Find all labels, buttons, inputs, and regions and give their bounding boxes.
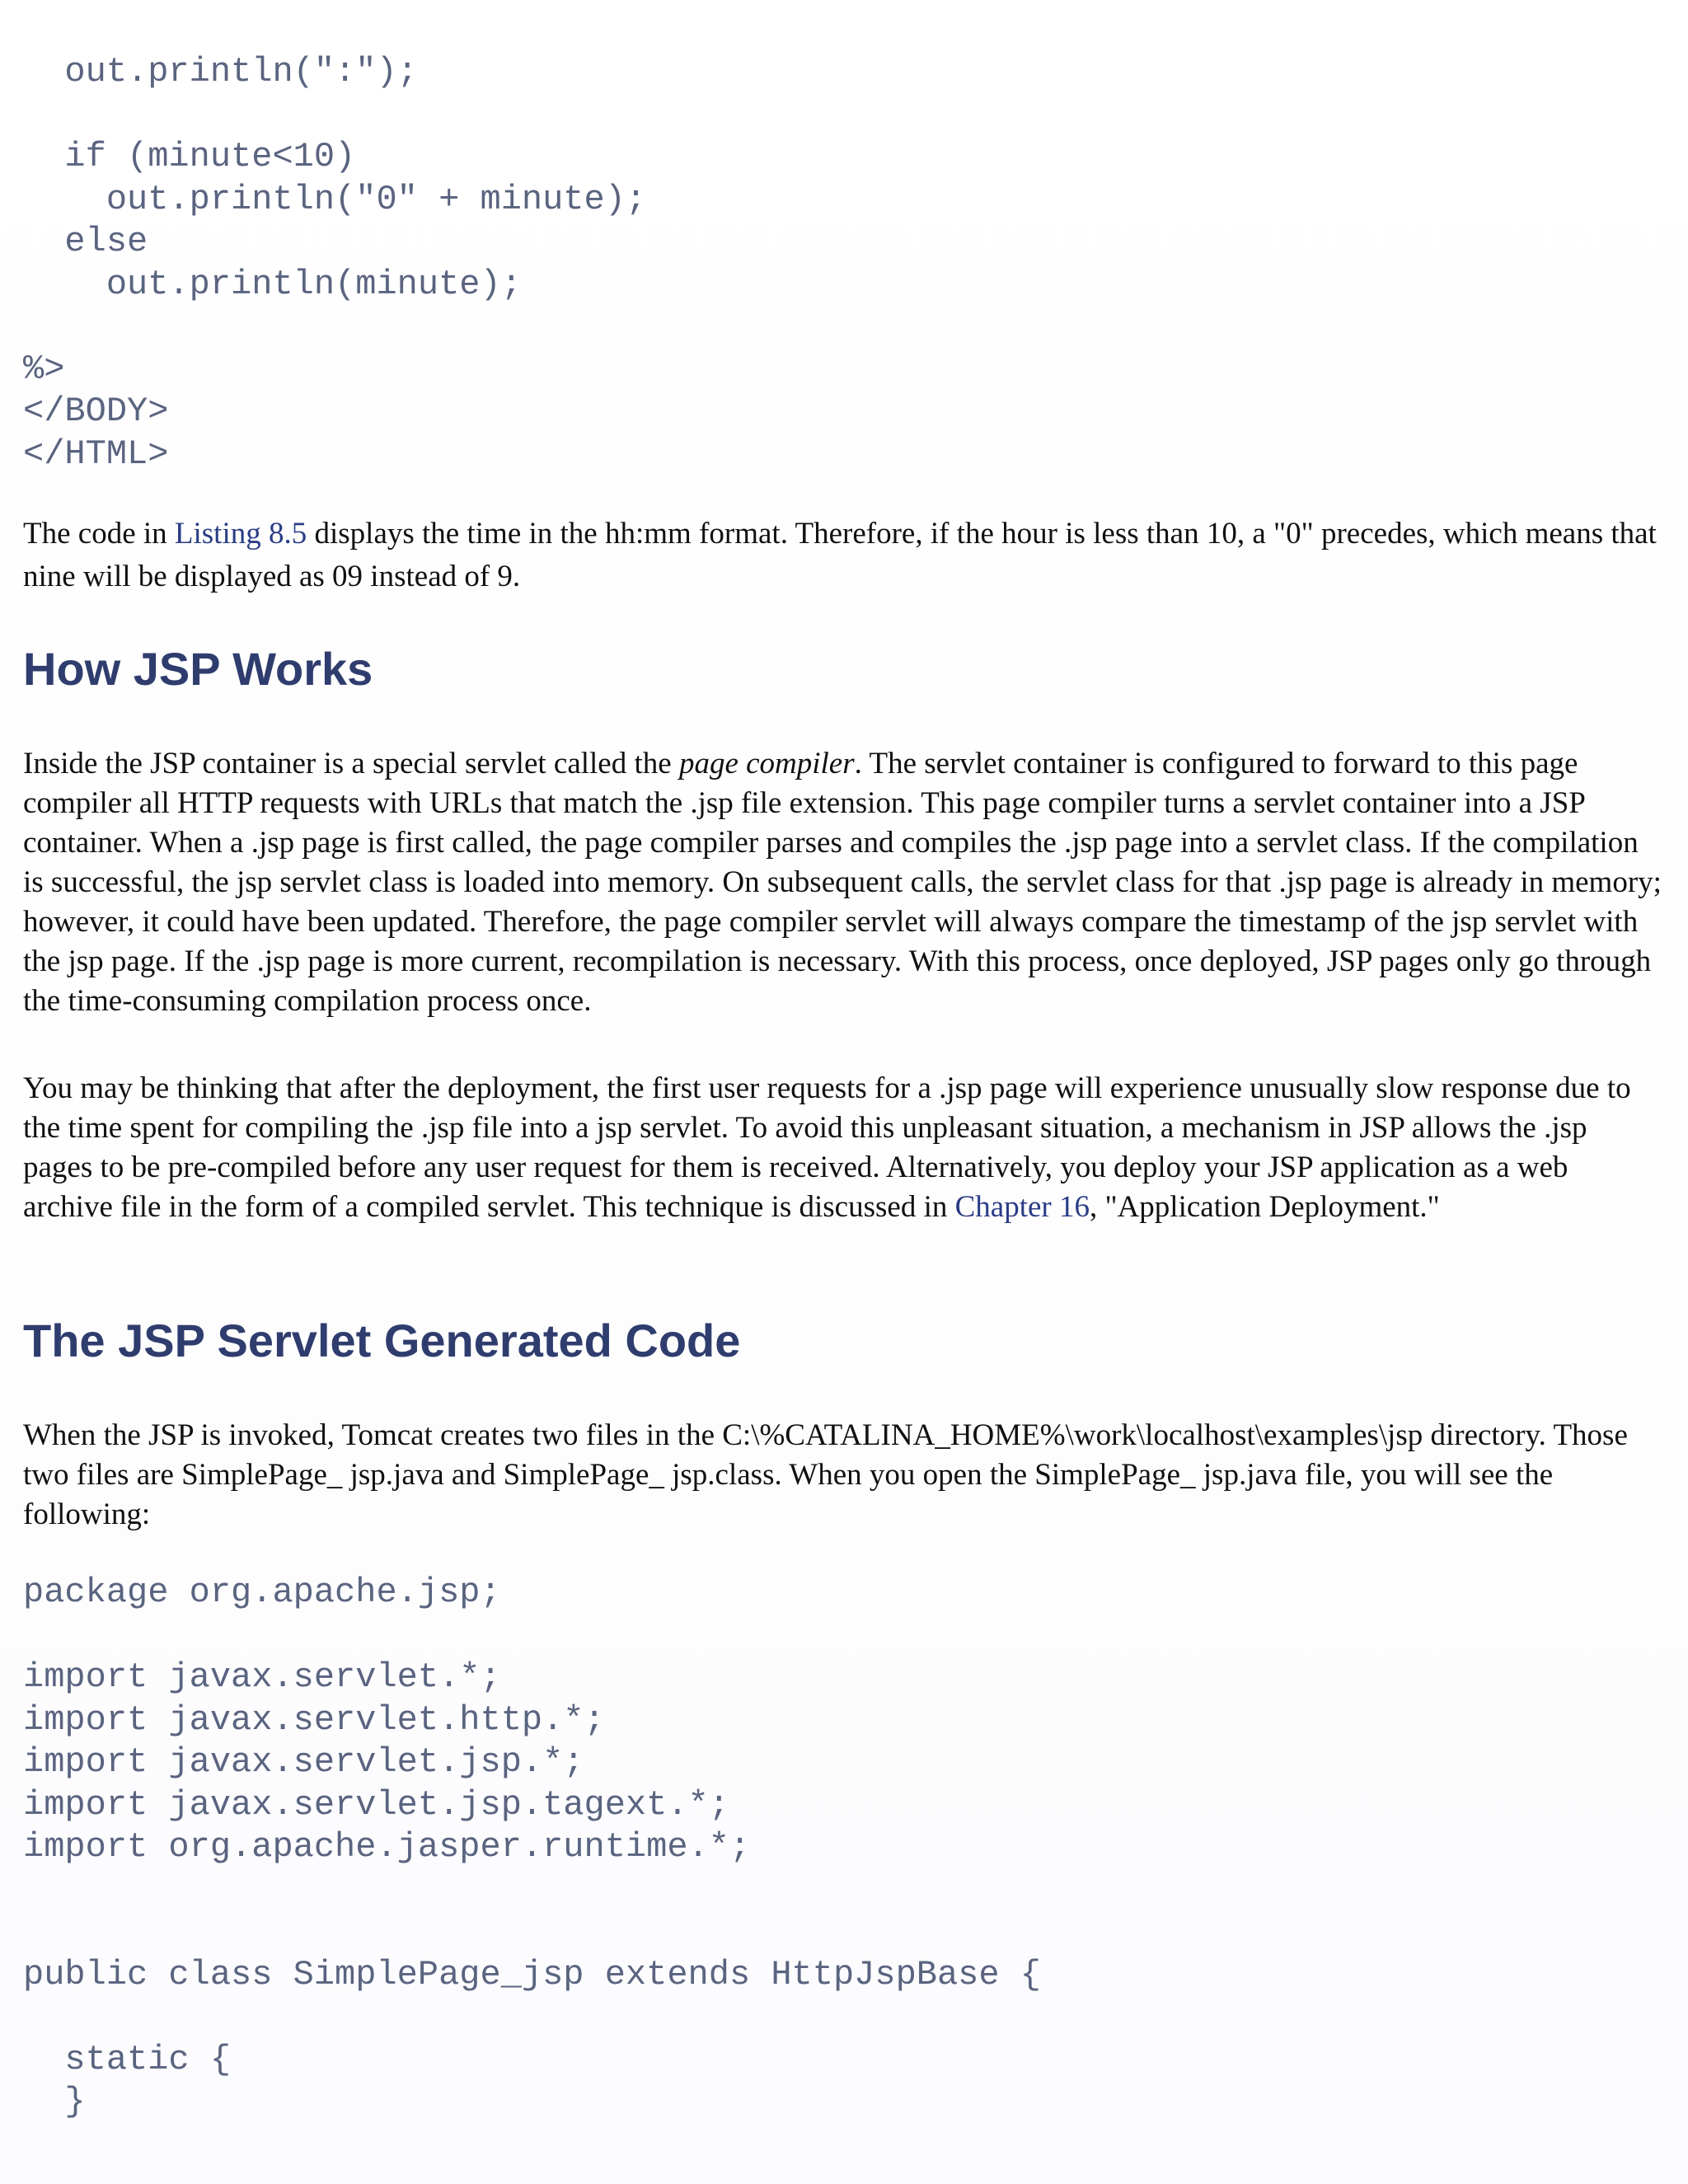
paragraph-deployment bbox=[23, 1069, 1663, 1227]
code-line: import javax.servlet.*; bbox=[23, 1657, 501, 1697]
code-line: else bbox=[23, 222, 148, 261]
code-line: out.println("0" + minute); bbox=[23, 179, 647, 219]
code-line: public class SimplePage_jsp extends HttpJspBase { bbox=[23, 1954, 1042, 1994]
paragraph-tomcat-files: When the JSP is invoked, Tomcat creates two files in the C:\%CATALINA_HOME%\work\localhost\examples\jsp directory. Those two files are SimplePage_ jsp.java and SimplePage_ jsp.class. When you open the SimplePage_ jsp.java file, you will see the following: bbox=[23, 1418, 1628, 1531]
listing-link[interactable]: Listing 8.5 bbox=[174, 517, 307, 551]
code-line: </HTML> bbox=[23, 434, 169, 474]
code-line: </BODY> bbox=[23, 391, 169, 431]
section-heading-how-jsp-works: How JSP Works bbox=[23, 643, 373, 695]
code-line: if (minute<10) bbox=[23, 137, 356, 176]
paragraph-text: You may be thinking that after the deployment, the first user requests for a .jsp page will experience unusually slow response due to the time spent for compiling the .jsp file into a jsp servlet. To avoid this unpleasant situation, a mechanism in JSP allows the .jsp pages to be pre-compiled before any user request for them is received. Alternatively, you deploy your JSP application as a web archive file in the form of a compiled servlet. This technique is discussed in bbox=[23, 1071, 1631, 1224]
emphasis-term: page compiler bbox=[678, 747, 855, 780]
code-line: out.println(minute); bbox=[23, 264, 522, 304]
code-line: out.println(":"); bbox=[23, 52, 418, 91]
code-line: import org.apache.jasper.runtime.*; bbox=[23, 1827, 751, 1867]
code-line: import javax.servlet.jsp.*; bbox=[23, 1742, 584, 1782]
code-line: static { bbox=[23, 2039, 232, 2079]
paragraph-text: displays the time in the hh:mm format. Therefore, if the hour is less than 10, a "0" precedes, which means that nine will be displayed as 09 instead of 9. bbox=[23, 517, 1657, 593]
paragraph-text: The code in bbox=[23, 517, 175, 551]
paragraph-text: , "Application Deployment." bbox=[1089, 1190, 1440, 1224]
paragraph-text: Inside the JSP container is a special servlet called the bbox=[23, 747, 679, 780]
paragraph-listing-description bbox=[23, 513, 1663, 598]
chapter-link[interactable]: Chapter 16 bbox=[954, 1190, 1090, 1224]
section-heading-generated-code: The JSP Servlet Generated Code bbox=[23, 1315, 741, 1366]
code-block-generated-servlet bbox=[23, 1572, 1041, 2124]
code-line: } bbox=[23, 2082, 86, 2121]
paragraph-text: . The servlet container is configured to forward to this page compiler all HTTP requests with URLs that match the .jsp file extension. This page compiler turns a servlet container into a JSP container. When a .jsp page is first called, the page compiler parses and compiles the .jsp page into a servlet class. If the compilation is successful, the jsp servlet class is loaded into memory. On subsequent calls, the servlet class for that .jsp page is already in memory; however, it could have been updated. Therefore, the page compiler servlet will always compare the timestamp of the jsp servlet with the jsp page. If the .jsp page is more current, recompilation is necessary. With this process, once deployed, JSP pages only go through the time-consuming compilation process once. bbox=[23, 747, 1662, 1018]
paragraph-page-compiler bbox=[23, 744, 1663, 1021]
code-line: %> bbox=[23, 349, 65, 389]
code-line: import javax.servlet.jsp.tagext.*; bbox=[23, 1784, 729, 1825]
code-line: package org.apache.jsp; bbox=[23, 1572, 501, 1612]
code-line: import javax.servlet.http.*; bbox=[23, 1699, 605, 1740]
code-block-time-output bbox=[23, 51, 646, 476]
